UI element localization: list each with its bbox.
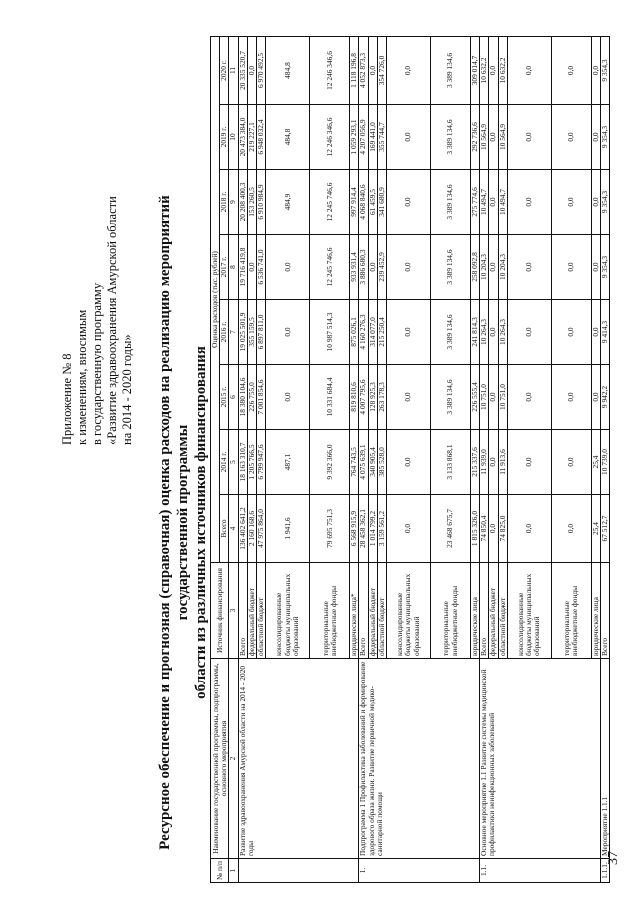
amount-cell: 0,0 <box>551 36 591 104</box>
funding-source: Всего <box>359 563 368 659</box>
amount-cell: 10 632,2 <box>480 36 489 104</box>
amount-cell: 10 751,0 <box>480 365 489 430</box>
col-number: 1 <box>229 859 238 883</box>
amount-cell: 0,0 <box>387 36 431 104</box>
amount-cell: 0,0 <box>507 105 551 170</box>
amount-cell: 997 914,4 <box>350 170 359 235</box>
amount-cell: 4 207 056,9 <box>359 105 368 170</box>
amount-cell: 1 014 799,2 <box>368 495 377 563</box>
row-number: 1.1.1. <box>601 859 610 883</box>
amount-cell: 0,0 <box>489 365 498 430</box>
program-name: Основное мероприятие 1.1 Развитие системы медицинской профилактики неинфекционных заболеваний <box>480 659 601 859</box>
funding-source: федеральный бюджет <box>368 563 377 659</box>
amount-cell: 10 632,2 <box>498 36 507 104</box>
amount-cell: 0,0 <box>387 235 431 300</box>
amount-cell: 12 246 346,6 <box>310 36 350 104</box>
amount-cell: 25,4 <box>591 430 600 495</box>
amount-cell: 10 987 514,3 <box>310 300 350 365</box>
row-number <box>238 859 359 883</box>
amount-cell: 3 886 680,3 <box>359 235 368 300</box>
amount-cell: 239 452,9 <box>377 235 386 300</box>
amount-cell: 7 001 854,6 <box>257 365 266 430</box>
amount-cell: 1 815 326,0 <box>471 495 480 563</box>
amount-cell: 0,0 <box>591 235 600 300</box>
amount-cell: 12 245 746,6 <box>310 235 350 300</box>
amount-cell: 0,0 <box>551 235 591 300</box>
amount-cell: 2 160 168,6 <box>247 495 256 563</box>
amount-cell: 6 910 984,9 <box>257 170 266 235</box>
funding-source: федеральный бюджет <box>247 563 256 659</box>
col-number: 4 <box>229 495 238 563</box>
amount-cell: 0,0 <box>489 170 498 235</box>
amount-cell: 12 245 746,6 <box>310 170 350 235</box>
amount-cell: 875 026,1 <box>350 300 359 365</box>
amount-cell: 0,0 <box>247 235 256 300</box>
program-name: Подпрограмма 1 Профилактика заболеваний и формирование здорового образа жизни. Развитие первичной медико-санитарной помощи <box>359 659 480 859</box>
amount-cell: 6 568 915,9 <box>350 495 359 563</box>
funding-source: консолидированные бюджеты муниципальных образований <box>387 563 431 659</box>
amount-cell: 0,0 <box>266 300 310 365</box>
amount-cell: 6 799 947,6 <box>257 430 266 495</box>
amount-cell: 74 825,0 <box>498 495 507 563</box>
amount-cell: 1 059 293,1 <box>350 105 359 170</box>
amount-cell: 0,0 <box>507 495 551 563</box>
amount-cell: 25,4 <box>591 495 600 563</box>
amount-cell: 169 441,0 <box>368 105 377 170</box>
appendix-block <box>60 196 135 445</box>
amount-cell: 9 414,3 <box>601 300 610 365</box>
amount-cell: 819 810,6 <box>350 365 359 430</box>
col-number: 10 <box>229 105 238 170</box>
amount-cell: 0,0 <box>591 105 600 170</box>
funding-source: областной бюджет <box>498 563 507 659</box>
amount-cell: 128 925,3 <box>368 365 377 430</box>
amount-cell: 4 160 276,3 <box>359 300 368 365</box>
amount-cell: 355 744,7 <box>377 105 386 170</box>
amount-cell: 0,0 <box>489 495 498 563</box>
amount-cell: 0,0 <box>507 300 551 365</box>
header-year: 2020 г. <box>220 36 229 104</box>
amount-cell: 933 931,4 <box>350 235 359 300</box>
amount-cell: 258 092,8 <box>471 235 480 300</box>
amount-cell: 10 494,7 <box>480 170 489 235</box>
amount-cell: 0,0 <box>387 170 431 235</box>
title-line-1: Ресурсное обеспечение и прогнозная (справочная) оценка расходов на реализацию мероприятий государственной программы <box>157 195 191 850</box>
appendix-line: в государственную программу <box>90 282 104 445</box>
amount-cell: 309 014,7 <box>471 36 480 104</box>
page-number: 37 <box>606 851 621 865</box>
amount-cell: 0,0 <box>551 300 591 365</box>
amount-cell: 3 389 134,6 <box>431 36 471 104</box>
amount-cell: 0,0 <box>507 365 551 430</box>
amount-cell: 484,8 <box>266 105 310 170</box>
funding-source: федеральный бюджет <box>489 563 498 659</box>
funding-source: юридические лица <box>591 563 600 659</box>
amount-cell: 3 389 134,6 <box>431 300 471 365</box>
amount-cell: 19 716 419,8 <box>238 235 247 300</box>
header-year: 2016 г. <box>220 300 229 365</box>
amount-cell: 3 133 868,1 <box>431 430 471 495</box>
appendix-line: к изменениям, вносимым <box>75 309 89 445</box>
amount-cell: 215 250,4 <box>377 300 386 365</box>
amount-cell: 219 227,1 <box>247 105 256 170</box>
amount-cell: 4 007 795,6 <box>359 365 368 430</box>
amount-cell: 3 389 134,6 <box>431 105 471 170</box>
amount-cell: 354 726,0 <box>377 36 386 104</box>
amount-cell: 292 736,6 <box>471 105 480 170</box>
amount-cell: 385 528,0 <box>377 430 386 495</box>
amount-cell: 61 459,5 <box>368 170 377 235</box>
amount-cell: 9 392 366,0 <box>310 430 350 495</box>
amount-cell: 20 208 400,3 <box>238 170 247 235</box>
amount-cell: 0,0 <box>387 430 431 495</box>
funding-source: территориальные внебюджетные фонды <box>551 563 591 659</box>
amount-cell: 226 755,0 <box>247 365 256 430</box>
amount-cell: 0,0 <box>489 235 498 300</box>
amount-cell: 4 068 840,6 <box>359 170 368 235</box>
amount-cell: 0,0 <box>591 170 600 235</box>
col-number: 2 <box>229 659 238 859</box>
amount-cell: 47 975 864,0 <box>257 495 266 563</box>
amount-cell: 10 564,9 <box>498 105 507 170</box>
amount-cell: 275 774,6 <box>471 170 480 235</box>
appendix-line: Приложение № 8 <box>60 353 74 445</box>
col-number: 3 <box>229 563 238 659</box>
amount-cell: 0,0 <box>507 430 551 495</box>
amount-cell: 340 905,4 <box>368 430 377 495</box>
amount-cell: 9 354,3 <box>601 170 610 235</box>
funding-source: областной бюджет <box>257 563 266 659</box>
amount-cell: 314 077,0 <box>368 300 377 365</box>
amount-cell: 0,0 <box>591 365 600 430</box>
amount-cell: 0,0 <box>489 300 498 365</box>
amount-cell: 0,0 <box>489 105 498 170</box>
funding-source: консолидированные бюджеты муниципальных образований <box>266 563 310 659</box>
amount-cell: 215 337,6 <box>471 430 480 495</box>
funding-source: областной бюджет <box>377 563 386 659</box>
col-number: 8 <box>229 235 238 300</box>
table-row <box>601 36 610 882</box>
document-title <box>156 150 210 895</box>
amount-cell: 764 743,5 <box>350 430 359 495</box>
funding-table <box>210 36 610 883</box>
amount-cell: 136 402 641,2 <box>238 495 247 563</box>
amount-cell: 9 354,3 <box>601 105 610 170</box>
amount-cell: 10 739,0 <box>601 430 610 495</box>
amount-cell: 241 814,3 <box>471 300 480 365</box>
amount-cell: 4 075 639,1 <box>359 430 368 495</box>
amount-cell: 0,0 <box>368 36 377 104</box>
amount-cell: 20 473 384,0 <box>238 105 247 170</box>
program-name: Мероприятие 1.1.1 <box>601 659 610 859</box>
appendix-line: на 2014 - 2020 годы» <box>120 334 134 445</box>
funding-source: юридические лица* <box>350 563 359 659</box>
amount-cell: 6 970 492,5 <box>257 36 266 104</box>
table-row <box>238 36 247 882</box>
funding-source: консолидированные бюджеты муниципальных образований <box>507 563 551 659</box>
amount-cell: 18 163 310,7 <box>238 430 247 495</box>
amount-cell: 0,0 <box>551 430 591 495</box>
appendix-line: «Развитие здравоохранения Амурской области <box>105 196 119 445</box>
amount-cell: 484,8 <box>266 36 310 104</box>
col-number: 5 <box>229 430 238 495</box>
funding-source: территориальные внебюджетные фонды <box>310 563 350 659</box>
amount-cell: 12 246 346,6 <box>310 105 350 170</box>
row-number: 1. <box>359 859 480 883</box>
amount-cell: 0,0 <box>247 36 256 104</box>
col-number: 6 <box>229 365 238 430</box>
amount-cell: 23 468 675,7 <box>431 495 471 563</box>
amount-cell: 10 494,7 <box>498 170 507 235</box>
funding-source: территориальные внебюджетные фонды <box>431 563 471 659</box>
amount-cell: 9 354,3 <box>601 235 610 300</box>
amount-cell: 0,0 <box>551 105 591 170</box>
amount-cell: 0,0 <box>387 105 431 170</box>
header-total: Всего <box>220 495 229 563</box>
amount-cell: 79 695 751,3 <box>310 495 350 563</box>
amount-cell: 10 751,0 <box>498 365 507 430</box>
amount-cell: 0,0 <box>551 365 591 430</box>
program-name: Развитие здравоохранения Амурской области на 2014 - 2020 годы <box>238 659 359 859</box>
row-number: 1.1. <box>480 859 601 883</box>
amount-cell: 9 942,2 <box>601 365 610 430</box>
amount-cell: 0,0 <box>551 495 591 563</box>
amount-cell: 3 159 561,2 <box>377 495 386 563</box>
amount-cell: 0,0 <box>489 36 498 104</box>
amount-cell: 0,0 <box>591 36 600 104</box>
amount-cell: 487,1 <box>266 430 310 495</box>
amount-cell: 4 052 873,3 <box>359 36 368 104</box>
amount-cell: 355 159,5 <box>247 300 256 365</box>
funding-source: юридические лица <box>471 563 480 659</box>
header-num: № п/п <box>211 859 229 883</box>
funding-source: Всего <box>238 563 247 659</box>
amount-cell: 10 204,3 <box>480 235 489 300</box>
amount-cell: 3 389 134,6 <box>431 235 471 300</box>
amount-cell: 0,0 <box>591 300 600 365</box>
col-number: 11 <box>229 36 238 104</box>
amount-cell: 0,0 <box>266 235 310 300</box>
amount-cell: 0,0 <box>387 495 431 563</box>
header-name: Наименование государственной программы, подпрограммы, основного мероприятия <box>211 659 229 859</box>
amount-cell: 226 555,4 <box>471 365 480 430</box>
header-estimate: Оценка расходов (тыс. рублей) <box>211 36 220 562</box>
amount-cell: 10 264,3 <box>480 300 489 365</box>
header-year: 2014 г. <box>220 430 229 495</box>
amount-cell: 28 458 362,1 <box>359 495 368 563</box>
header-year: 2015 г. <box>220 365 229 430</box>
table-row <box>359 36 368 882</box>
amount-cell: 10 204,3 <box>498 235 507 300</box>
amount-cell: 341 680,9 <box>377 170 386 235</box>
amount-cell: 18 380 104,6 <box>238 365 247 430</box>
amount-cell: 11 913,6 <box>498 430 507 495</box>
funding-source: Всего <box>601 563 610 659</box>
amount-cell: 1 941,6 <box>266 495 310 563</box>
amount-cell: 9 354,3 <box>601 36 610 104</box>
amount-cell: 1 118 196,8 <box>350 36 359 104</box>
amount-cell: 10 331 684,4 <box>310 365 350 430</box>
amount-cell: 0,0 <box>507 235 551 300</box>
amount-cell: 0,0 <box>387 365 431 430</box>
amount-cell: 6 897 811,0 <box>257 300 266 365</box>
amount-cell: 74 850,4 <box>480 495 489 563</box>
amount-cell: 0,0 <box>266 365 310 430</box>
col-number: 9 <box>229 170 238 235</box>
amount-cell: 3 389 134,6 <box>431 170 471 235</box>
amount-cell: 10 564,9 <box>480 105 489 170</box>
amount-cell: 67 512,7 <box>601 495 610 563</box>
amount-cell: 0,0 <box>551 170 591 235</box>
amount-cell: 20 335 520,7 <box>238 36 247 104</box>
title-line-2: области из различных источников финансирования <box>193 346 209 699</box>
amount-cell: 0,0 <box>387 300 431 365</box>
header-year: 2019 г. <box>220 105 229 170</box>
header-year: 2017 г. <box>220 235 229 300</box>
col-number: 7 <box>229 300 238 365</box>
funding-source: Всего <box>480 563 489 659</box>
header-year: 2018 г. <box>220 170 229 235</box>
amount-cell: 0,0 <box>507 170 551 235</box>
amount-cell: 263 178,3 <box>377 365 386 430</box>
amount-cell: 0,0 <box>368 235 377 300</box>
amount-cell: 1 205 766,5 <box>247 430 256 495</box>
amount-cell: 0,0 <box>507 36 551 104</box>
amount-cell: 0,0 <box>489 430 498 495</box>
amount-cell: 19 025 501,9 <box>238 300 247 365</box>
amount-cell: 6 948 032,4 <box>257 105 266 170</box>
amount-cell: 484,9 <box>266 170 310 235</box>
amount-cell: 6 536 741,0 <box>257 235 266 300</box>
amount-cell: 3 389 134,6 <box>431 365 471 430</box>
table-body <box>238 36 610 882</box>
header-source: Источник финансирования <box>211 563 229 659</box>
amount-cell: 11 939,0 <box>480 430 489 495</box>
amount-cell: 10 264,3 <box>498 300 507 365</box>
amount-cell: 153 260,5 <box>247 170 256 235</box>
